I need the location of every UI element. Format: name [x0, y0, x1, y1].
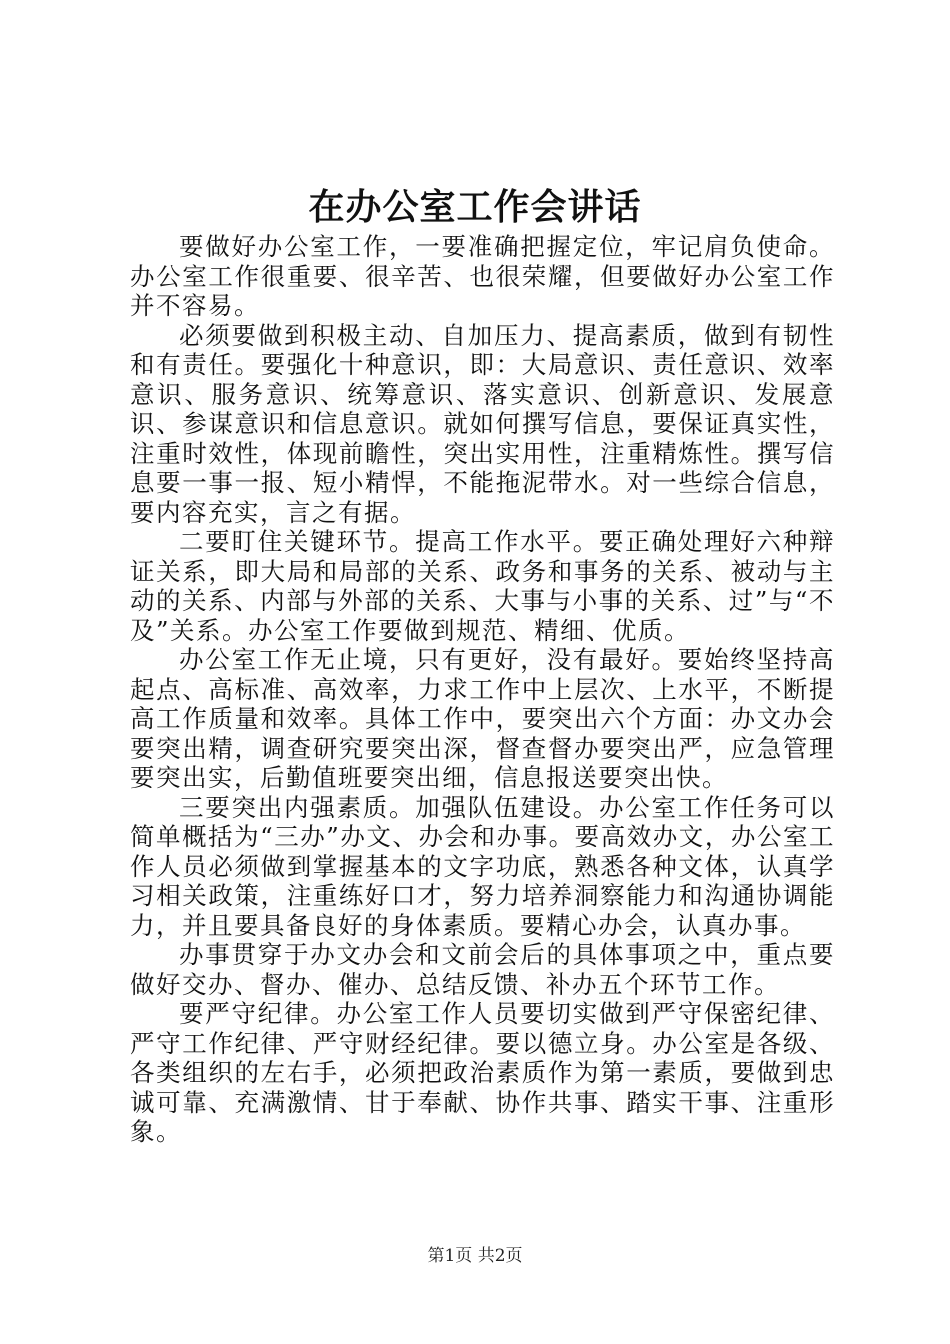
paragraph: 要做好办公室工作，一要准确把握定位，牢记肩负使命。办公室工作很重要、很辛苦、也很荣耀，但要做好办公室工作并不容易。 [130, 232, 835, 320]
paragraph: 办公室工作无止境，只有更好，没有最好。要始终坚持高起点、高标准、高效率，力求工作中上层次、上水平，不断提高工作质量和效率。具体工作中，要突出六个方面：办文办会要突出精，调查研究要突出深，督查督办要突出严，应急管理要突出实，后勤值班要突出细，信息报送要突出快。 [130, 645, 835, 792]
paragraph: 必须要做到积极主动、自加压力、提高素质，做到有韧性和有责任。要强化十种意识，即：大局意识、责任意识、效率意识、服务意识、统筹意识、落实意识、创新意识、发展意识、参谋意识和信息意识。就如何撰写信息，要保证真实性，注重时效性，体现前瞻性，突出实用性，注重精炼性。撰写信息要一事一报、短小精悍，不能拖泥带水。对一些综合信息，要内容充实，言之有据。 [130, 320, 835, 527]
paragraph: 要严守纪律。办公室工作人员要切实做到严守保密纪律、严守工作纪律、严守财经纪律。要以德立身。办公室是各级、各类组织的左右手，必须把政治素质作为第一素质，要做到忠诚可靠、充满激情、甘于奉献、协作共事、踏实干事、注重形象。 [130, 999, 835, 1146]
paragraph: 办事贯穿于办文办会和文前会后的具体事项之中，重点要做好交办、督办、催办、总结反馈、补办五个环节工作。 [130, 940, 835, 999]
document-title: 在办公室工作会讲话 [308, 186, 642, 228]
paragraph: 二要盯住关键环节。提高工作水平。要正确处理好六种辩证关系，即大局和局部的关系、政务和事务的关系、被动与主动的关系、内部与外部的关系、大事与小事的关系、过”与“不及”关系。办公室工作要做到规范、精细、优质。 [130, 527, 835, 645]
document-body [130, 232, 835, 1147]
page-number-footer: 第1页 共2页 [427, 1246, 523, 1266]
paragraph: 三要突出内强素质。加强队伍建设。办公室工作任务可以简单概括为“三办”办文、办会和办事。要高效办文，办公室工作人员必须做到掌握基本的文字功底，熟悉各种文体，认真学习相关政策，注重练好口才，努力培养洞察能力和沟通协调能力，并且要具备良好的身体素质。要精心办会，认真办事。 [130, 792, 835, 940]
